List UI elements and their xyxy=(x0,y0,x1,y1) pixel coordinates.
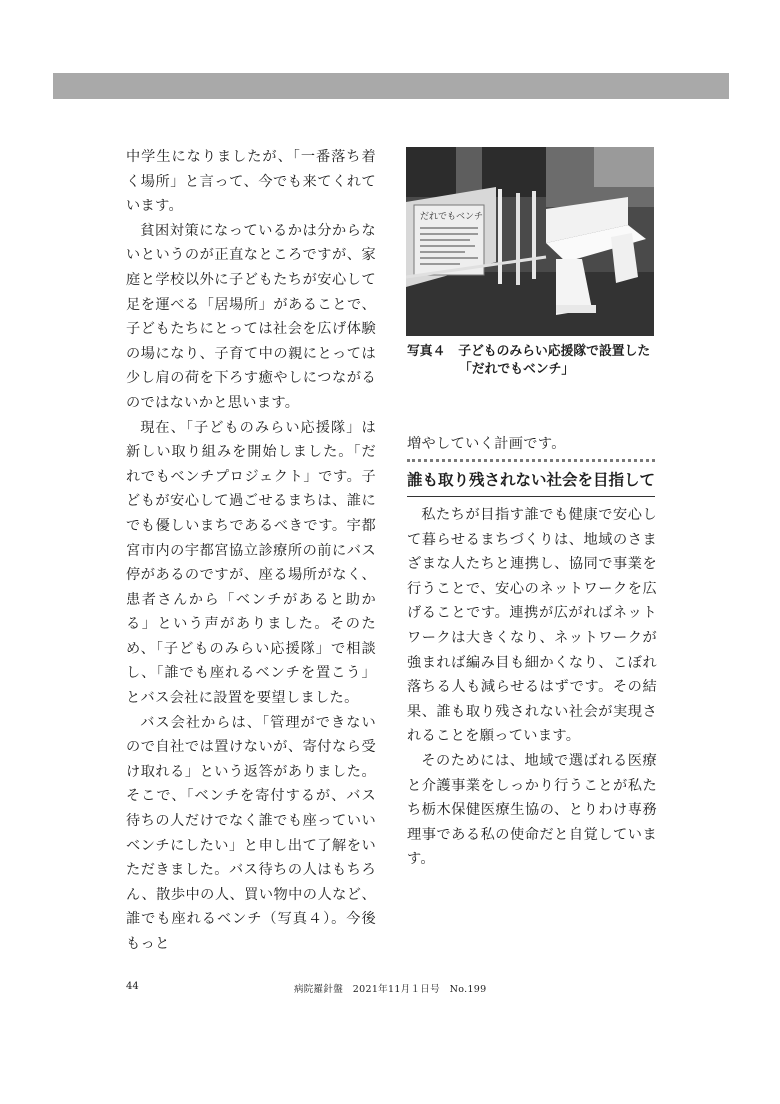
right-column xyxy=(407,503,657,872)
paragraph: そのためには、地域で選ばれる医療と介護事業をしっかり行うことが私たち栃木保健医療生協の、とりわけ専務理事である私の使命だと自覚しています。 xyxy=(407,752,657,868)
section-heading: 誰も取り残されない社会を目指して xyxy=(407,471,656,489)
left-column xyxy=(126,145,376,957)
right-column-continuation xyxy=(407,432,657,457)
paragraph: 貧困対策になっているかは分からないというのが正直なところですが、家庭と学校以外に子どもたちが安心して足を運べる「居場所」があることで、子どもたちにとっては社会を広げ体験の場になり、子育て中の親にとっては少し肩の荷を下ろす癒やしにつながるのではないかと思います。 xyxy=(126,222,376,411)
paragraph: 現在、「子どものみらい応援隊」は新しい取り組みを開始しました。「だれでもベンチプロジェクト」です。子どもが安心して過ごせるまちは、誰にでも優しいまちであるべきです。宇都宮市内の宇都宮協立診療所の前にバス停があるのですが、座る場所がなく、患者さんから「ベンチがあると助かる」という声がありました。そのため、「子どものみらい応援隊」で相談し、「誰でも座れるベンチを置こう」とバス会社に設置を要望しました。 xyxy=(126,419,376,707)
section-divider xyxy=(407,459,655,462)
sign-title-text: だれでもベンチ xyxy=(420,212,484,222)
paragraph: 私たちが目指す誰でも健康で安心して暮らせるまちづくりは、地域のさまざまな人たちと連携し、協同で事業を行うことで、安心のネットワークを広げることです。連携が広がればネットワークは大きくなり、ネットワークが強まれば編み目も細かくなり、こぼれ落ちる人も減らせるはずです。その結果、誰も取り残されない社会が実現されることを願っています。 xyxy=(407,507,657,745)
caption-line: 写真４ 子どものみらい応援隊で設置した xyxy=(407,344,651,359)
photo-caption xyxy=(407,343,667,379)
bench-photo xyxy=(406,147,654,336)
caption-line: 「だれでもベンチ」 xyxy=(459,362,575,377)
bench-photo-image xyxy=(406,147,654,336)
paragraph: 中学生になりましたが、「一番落ち着く場所」と言って、今でも来てくれています。 xyxy=(126,149,376,215)
header-bar xyxy=(53,73,729,99)
heading-underline xyxy=(407,496,655,497)
publication-info: 病院羅針盤 2021年11月１日号 No.199 xyxy=(294,984,487,995)
page-number: 44 xyxy=(126,981,139,992)
paragraph: 増やしていく計画です。 xyxy=(407,436,566,452)
paragraph: バス会社からは、「管理ができないので自社では置けないが、寄付なら受け取れる」という返答がありました。そこで、「ベンチを寄付するが、バス待ちの人だけでなく誰でも座っていいベンチにしたい」と申し出て了解をいただきました。バス待ちの人はもちろん、散歩中の人、買い物中の人など、誰でも座れるベンチ（写真４）。今後もっと xyxy=(126,714,376,952)
